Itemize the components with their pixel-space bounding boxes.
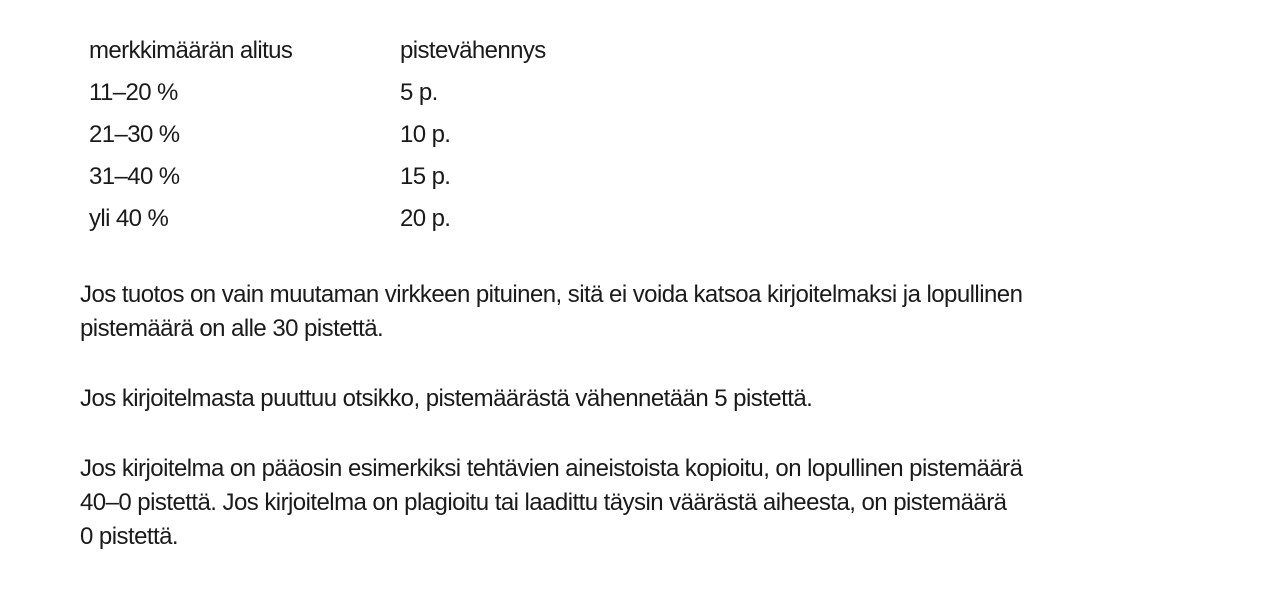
column-header-point-deduction: pistevähennys (400, 37, 546, 64)
paragraph-copied-plagiarized (80, 452, 1022, 554)
paragraph-line: Jos kirjoitelma on pääosin esimerkiksi tehtävien aineistoista kopioitu, on lopullinen pistemäärä (80, 455, 1023, 482)
table-row (80, 72, 546, 114)
table-cell-shortfall: 21–30 % (89, 121, 180, 148)
table-cell-deduction: 15 p. (400, 163, 451, 190)
table-cell-deduction: 5 p. (400, 79, 438, 106)
document-body (80, 30, 1210, 550)
table-row (80, 156, 546, 198)
column-header-character-shortfall: merkkimäärän alitus (89, 37, 293, 64)
penalty-table (80, 30, 546, 240)
paragraph-line: Jos tuotos on vain muutaman virkkeen pituinen, sitä ei voida katsoa kirjoitelmaksi ja lopullinen (80, 281, 1023, 308)
paragraph-line: 0 pistettä. (80, 523, 179, 550)
paragraph-missing-title (80, 382, 812, 416)
table-row (80, 198, 546, 240)
table-cell-deduction: 20 p. (400, 205, 451, 232)
paragraph-line: Jos kirjoitelmasta puuttuu otsikko, pistemäärästä vähennetään 5 pistettä. (80, 385, 813, 412)
table-cell-shortfall: 31–40 % (89, 163, 180, 190)
table-row (80, 114, 546, 156)
table-header-row (80, 30, 546, 72)
table-cell-shortfall: yli 40 % (89, 205, 169, 232)
table-cell-deduction: 10 p. (400, 121, 451, 148)
table-cell-shortfall: 11–20 % (89, 79, 178, 106)
paragraph-too-short (80, 278, 1022, 346)
paragraph-line: 40–0 pistettä. Jos kirjoitelma on plagioitu tai laadittu täysin väärästä aiheesta, on pistemäärä (80, 489, 1007, 516)
paragraph-line: pistemäärä on alle 30 pistettä. (80, 315, 384, 342)
